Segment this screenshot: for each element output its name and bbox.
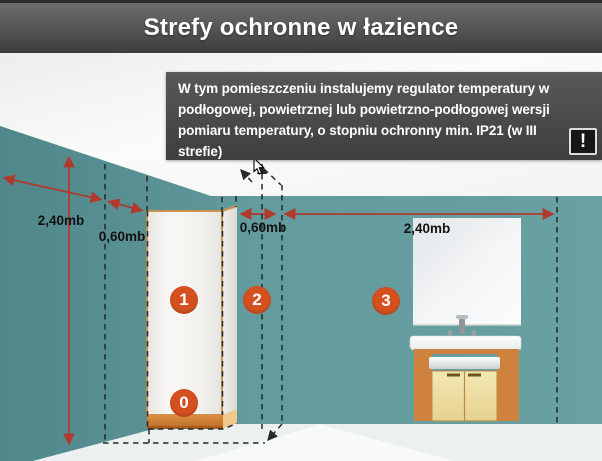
frame-right-leg [497,352,519,421]
dimension-label-left-060: 0,60mb [98,229,146,244]
note-text-line: pomiaru temperatury, o stopniu ochronny min. IP21 (w III [178,123,537,138]
faucet-spout [456,315,468,319]
shower-side-face [222,206,237,415]
dimension-label-zone3: 2,40mb [403,221,451,236]
door-handle-right [468,374,481,377]
note-box [166,72,602,160]
towel-bar [429,357,500,369]
exclamation-glyph: ! [579,131,587,152]
note-text-line: strefie) [178,144,223,159]
faucet-handle-left [447,330,452,335]
door-handle-left [447,374,460,377]
zone-badge-1: 1 [170,286,198,314]
page-title: Strefy ochronne w łazience [143,14,459,41]
countertop [410,336,521,349]
faucet-icon [459,318,465,334]
zone-badge-0: 0 [170,389,198,417]
faucet-handle-right [471,330,476,335]
header-bar [0,0,602,53]
note-text-line: W tym pomieszczeniu instalujemy regulator temperatury w [178,81,550,96]
zone-badge-2: 2 [243,286,271,314]
dimension-label-left-240: 2,40mb [37,213,85,228]
exclamation-icon [569,128,597,155]
zone-badge-3: 3 [372,287,400,315]
note-text-line: podłogowej, powietrznej lub powietrzno-podłogowej wersji [178,102,550,117]
dimension-label-zone2: 0,60mb [239,220,287,235]
